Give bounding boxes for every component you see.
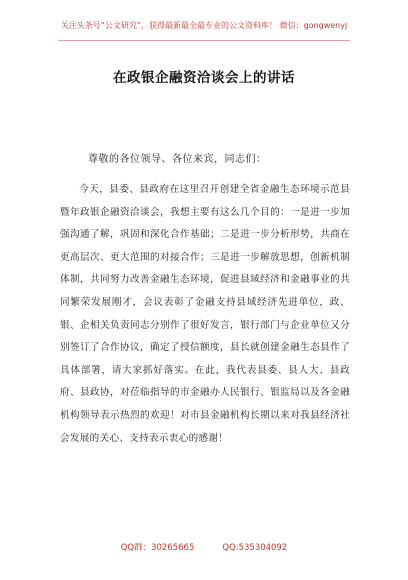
page-title: 在政银企融资洽谈会上的讲话	[113, 70, 295, 86]
header-divider	[58, 40, 350, 41]
footer-qq-group: QQ群：30265665	[120, 543, 195, 553]
footer-qq: QQ:535304092	[222, 543, 288, 553]
footer-contact	[0, 541, 408, 553]
header-banner: 关注头条号“公文研究”，获得最新最全最专业的公文资料库！ 微信：gongwenyj	[60, 21, 348, 30]
speech-paragraph: 今天，县委、县政府在这里召开创建全省金融生态环境示范县暨年政银企融资洽谈会，我想主要有这么几个目的：一是进一步加强沟通了解，巩固和深化合作基础；二是进一步分析形势，共商在更高层次、更大范围的对接合作；三是进一步解放思想，创新机制体制，共同努力改善金融生态环境，促进县域经济和金融事业的共同繁荣发展刚才，会议表彰了金融支持县域经济先进单位，政、银、企相关负责同志分别作了很好发言，银行部门与企业单位又分别签订了合作协议，确定了授信额度，县长就创建金融生态县作了具体部署，请大家抓好落实。在此，我代表县委、县人大、县政府、县政协，对莅临指导的市金融办人民银行、银监局以及各金融机构领导表示热烈的欢迎！对市县金融机构长期以来对我县经济社会发展的关心、支持表示衷心的感谢！	[60, 184, 350, 444]
salutation: 尊敬的各位领导、各位来宾，同志们：	[88, 154, 267, 165]
